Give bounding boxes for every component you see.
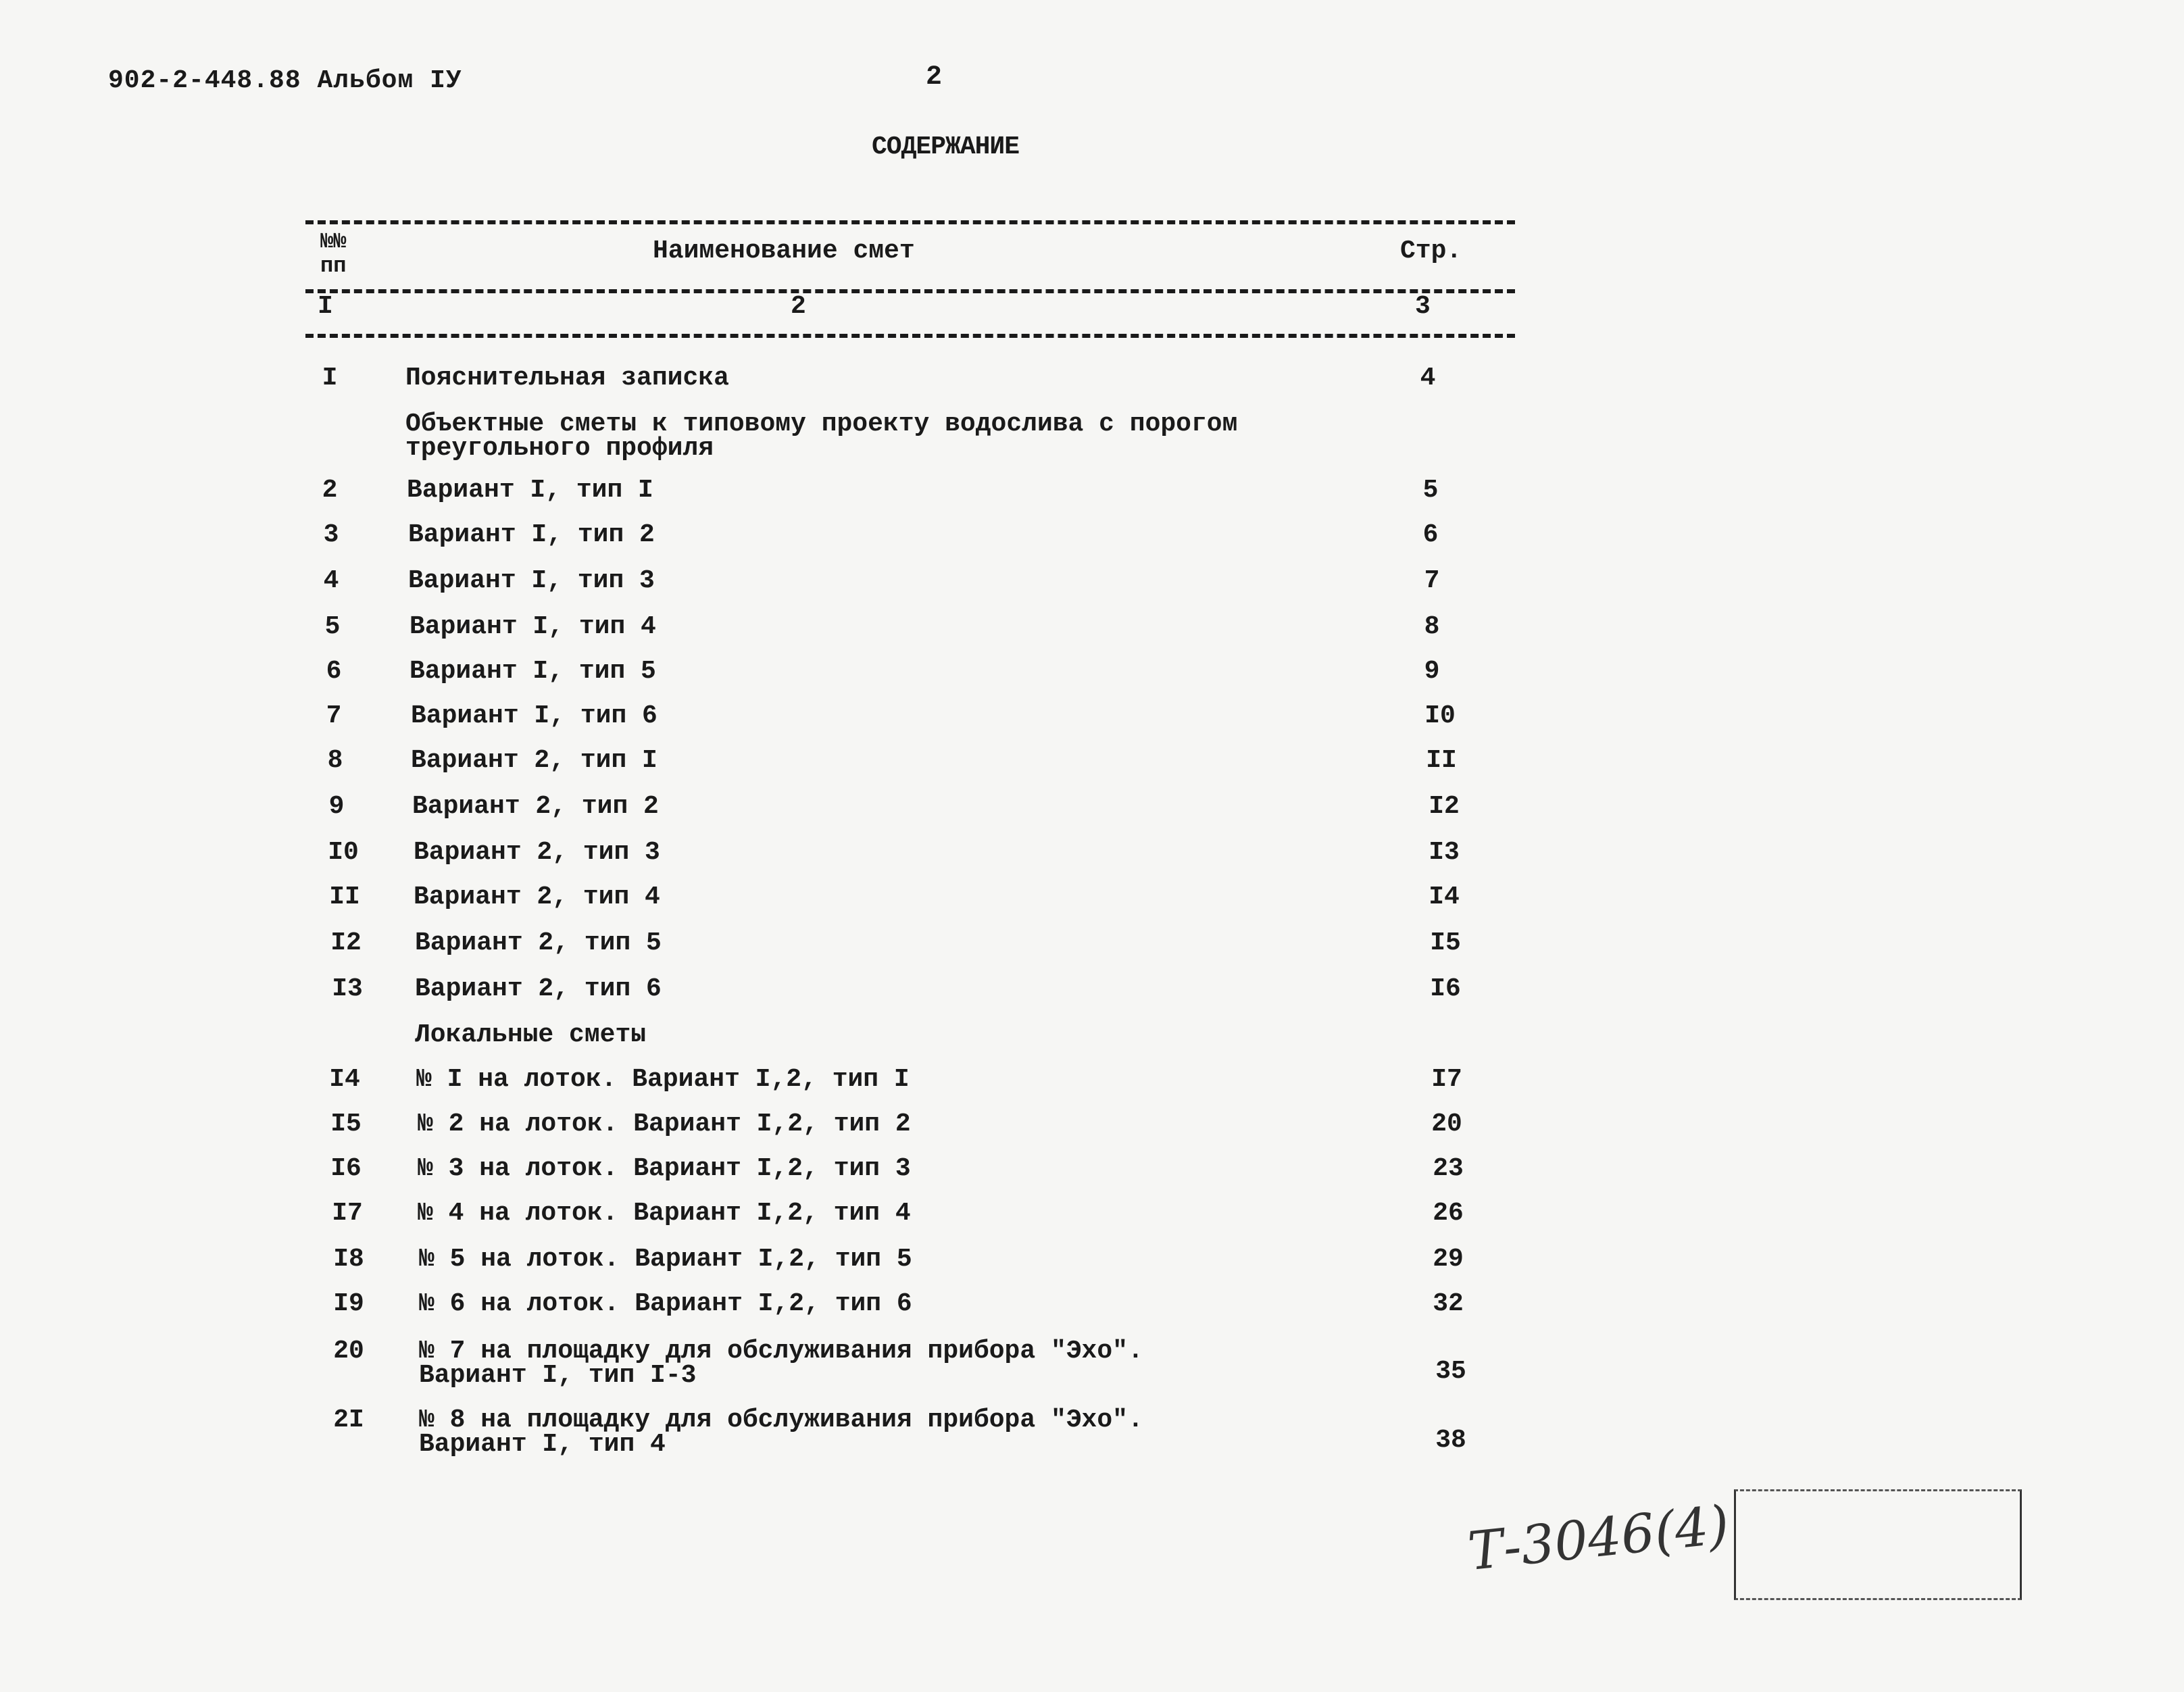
row-name: Вариант 2, тип 4 <box>414 882 660 912</box>
row-number: 5 <box>324 612 341 641</box>
row-page: 38 <box>1435 1426 1466 1455</box>
row-page: 8 <box>1424 612 1440 641</box>
row-page: 35 <box>1435 1357 1466 1386</box>
row-name: Вариант 2, тип 5 <box>415 928 662 957</box>
row-name: № 4 на лоток. Вариант I,2, тип 4 <box>418 1199 911 1228</box>
row-number: I3 <box>332 974 363 1003</box>
row-page: I7 <box>1431 1065 1462 1094</box>
row-page: 23 <box>1433 1154 1464 1183</box>
row-page: I4 <box>1429 882 1460 912</box>
col-header-page: Стр. <box>1400 237 1462 266</box>
handwritten-note: Т-3046(4) <box>1465 1495 1733 1583</box>
row-name: № 7 на площадку для обслуживания прибора "Эхо". Вариант I, тип I-3 <box>419 1337 1143 1390</box>
row-page: 5 <box>1422 476 1439 505</box>
row-number: 6 <box>326 657 342 686</box>
row-number: I6 <box>330 1154 362 1183</box>
row-page: I5 <box>1430 928 1461 957</box>
row-name: Объектные сметы к типовому проекту водослива с порогом треугольного профиля <box>405 409 1238 463</box>
row-name: Вариант I, тип I <box>407 476 653 505</box>
row-name: Вариант I, тип 3 <box>408 566 655 595</box>
row-number: I4 <box>329 1065 360 1094</box>
doc-code: 902-2-448.88 Альбом IУ <box>108 66 462 95</box>
row-name: Пояснительная записка <box>405 364 729 393</box>
col-header-name: Наименование смет <box>653 237 915 266</box>
row-number: I7 <box>332 1199 363 1228</box>
row-name: № 2 на лоток. Вариант I,2, тип 2 <box>418 1110 911 1139</box>
row-number: I9 <box>333 1289 364 1318</box>
table-index-rule <box>305 334 1515 338</box>
row-number: I0 <box>328 838 359 867</box>
row-page: 26 <box>1433 1199 1464 1228</box>
row-page: 29 <box>1433 1245 1464 1274</box>
col-index-2: 2 <box>791 292 806 321</box>
row-number: 20 <box>333 1337 364 1366</box>
row-name: № 5 на лоток. Вариант I,2, тип 5 <box>419 1245 912 1274</box>
row-number: I2 <box>330 928 362 957</box>
row-name: № 8 на площадку для обслуживания прибора "Эхо". Вариант I, тип 4 <box>419 1405 1143 1459</box>
row-page: I0 <box>1424 701 1456 730</box>
row-name: № 3 на лоток. Вариант I,2, тип 3 <box>418 1154 911 1183</box>
row-page: 6 <box>1422 520 1439 549</box>
col-header-number: №№ пп <box>320 229 347 278</box>
row-name: Вариант 2, тип 6 <box>415 974 662 1003</box>
row-name: № I на лоток. Вариант I,2, тип I <box>416 1065 910 1094</box>
row-name: Локальные сметы <box>415 1020 647 1049</box>
row-number: II <box>329 882 360 912</box>
row-number: 3 <box>323 520 339 549</box>
row-name: Вариант I, тип 6 <box>411 701 657 730</box>
col-index-3: 3 <box>1415 292 1431 321</box>
row-number: 9 <box>328 792 345 821</box>
stamp-box <box>1734 1489 2022 1600</box>
row-page: II <box>1426 746 1457 775</box>
row-page: I6 <box>1430 974 1461 1003</box>
table-top-rule <box>305 220 1515 224</box>
row-page: I3 <box>1429 838 1460 867</box>
row-number: 8 <box>327 746 343 775</box>
row-page: 7 <box>1424 566 1440 595</box>
row-name: Вариант I, тип 5 <box>410 657 656 686</box>
row-number: 2 <box>322 476 338 505</box>
row-page: 4 <box>1420 364 1436 393</box>
row-number: I5 <box>330 1110 362 1139</box>
row-number: I8 <box>333 1245 364 1274</box>
row-page: 20 <box>1431 1110 1462 1139</box>
row-name: Вариант I, тип 4 <box>410 612 656 641</box>
row-page: 9 <box>1424 657 1440 686</box>
row-page: 32 <box>1433 1289 1464 1318</box>
row-name: Вариант 2, тип 2 <box>412 792 659 821</box>
row-number: 7 <box>326 701 342 730</box>
row-name: Вариант I, тип 2 <box>408 520 655 549</box>
row-name: Вариант 2, тип 3 <box>414 838 660 867</box>
col-index-1: I <box>318 292 333 321</box>
table-header-rule <box>305 289 1515 293</box>
row-number: 4 <box>323 566 339 595</box>
page-title: СОДЕРЖАНИЕ <box>872 132 1020 161</box>
row-name: Вариант 2, тип I <box>411 746 657 775</box>
page-number: 2 <box>926 62 943 93</box>
row-name: № 6 на лоток. Вариант I,2, тип 6 <box>419 1289 912 1318</box>
row-number: 2I <box>333 1405 364 1435</box>
row-page: I2 <box>1429 792 1460 821</box>
row-number: I <box>322 364 338 393</box>
